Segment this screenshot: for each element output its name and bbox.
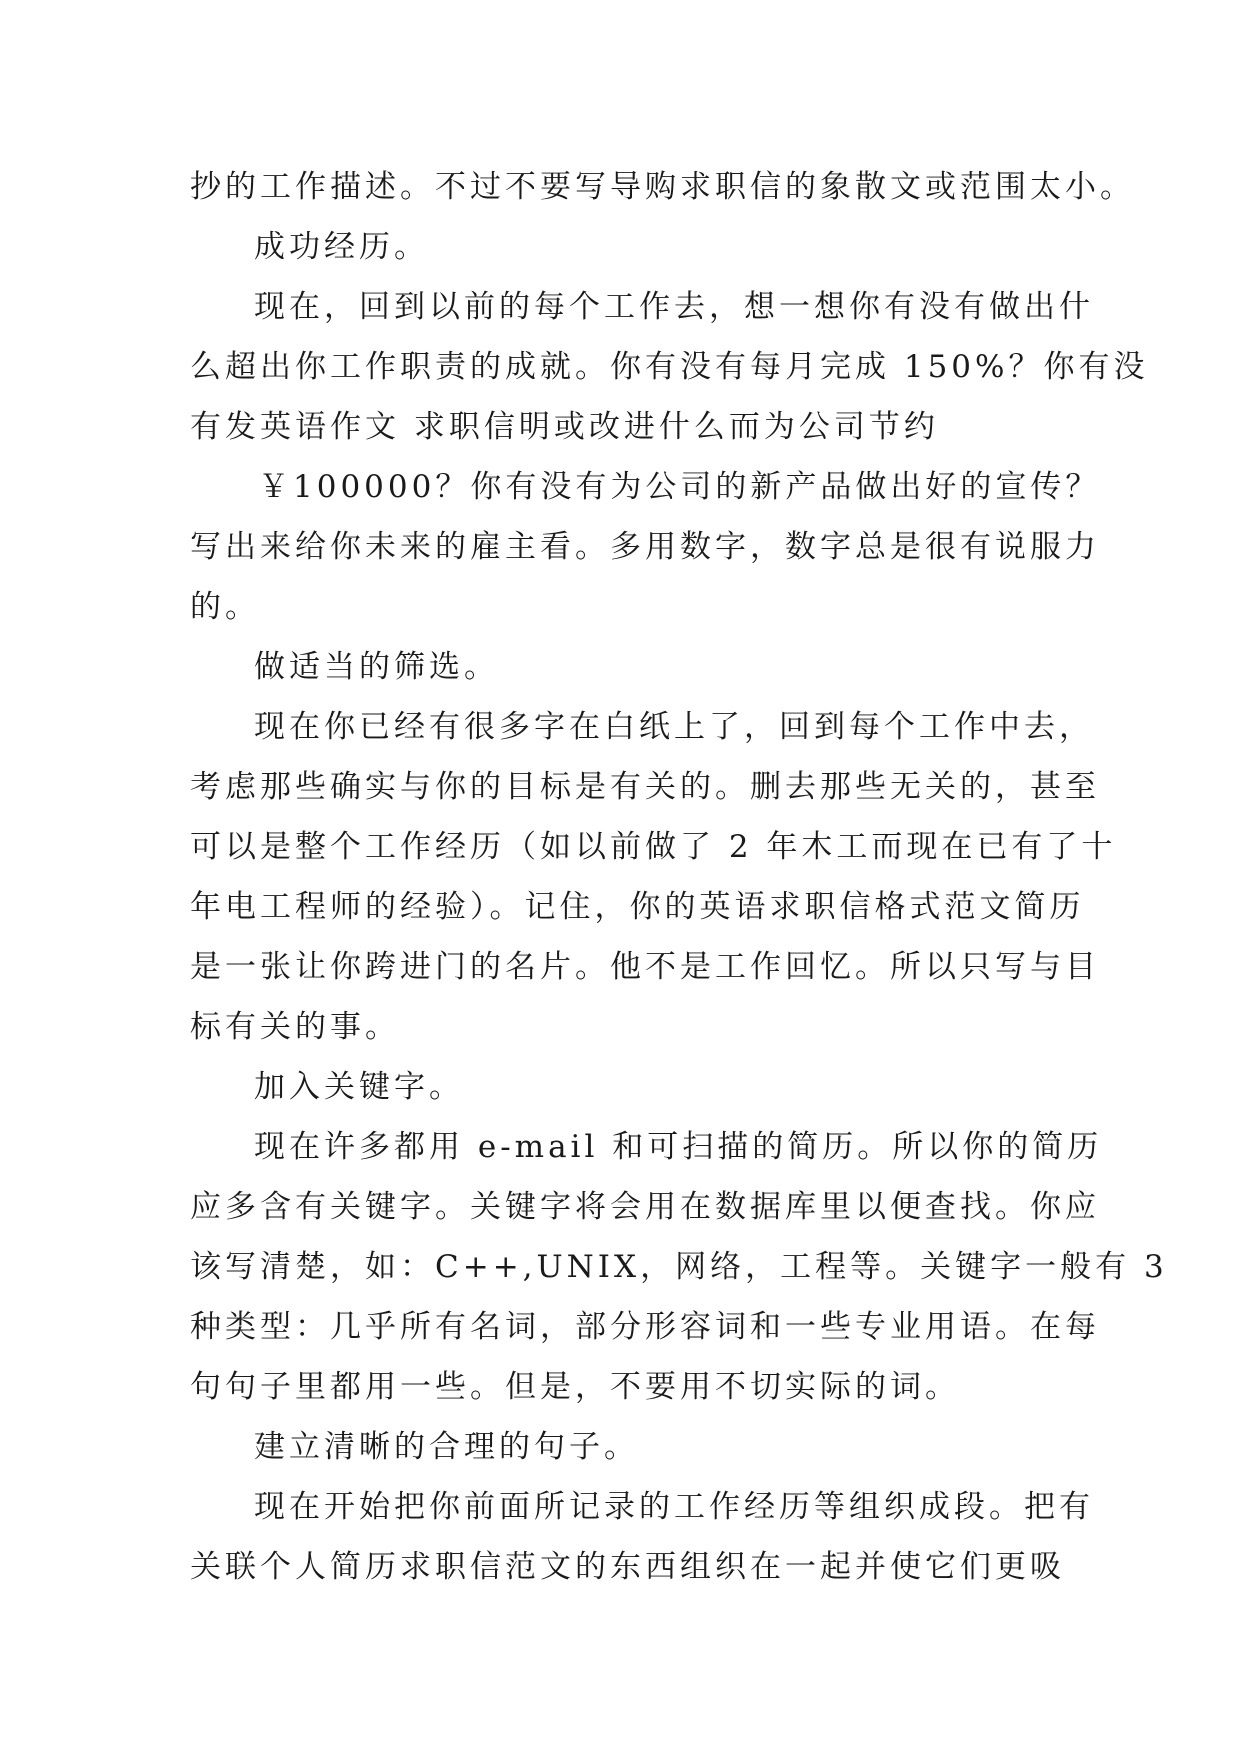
paragraph-line: ￥100000？你有没有为公司的新产品做出好的宣传？ <box>258 469 1101 505</box>
paragraph-line: 现在，回到以前的每个工作去，想一想你有没有做出什 <box>254 289 1094 325</box>
paragraph-line: 关联个人简历求职信范文的东西组织在一起并使它们更吸 <box>190 1549 1065 1585</box>
paragraph-line: 么超出你工作职责的成就。你有没有每月完成 150%？你有没 <box>190 349 1149 385</box>
paragraph-line: 应多含有关键字。关键字将会用在数据库里以便查找。你应 <box>190 1189 1100 1225</box>
paragraph-line: 标有关的事。 <box>190 1009 400 1045</box>
section-heading-keywords: 加入关键字。 <box>254 1069 464 1105</box>
section-heading-filter: 做适当的筛选。 <box>254 649 499 685</box>
paragraph-line: 可以是整个工作经历（如以前做了 2 年木工而现在已有了十 <box>190 829 1117 865</box>
paragraph-line: 现在许多都用 e-mail 和可扫描的简历。所以你的简历 <box>254 1129 1103 1165</box>
section-heading-success: 成功经历。 <box>254 229 429 265</box>
paragraph-line: 现在开始把你前面所记录的工作经历等组织成段。把有 <box>254 1489 1094 1525</box>
paragraph-line: 的。 <box>190 589 260 625</box>
paragraph-line: 写出来给你未来的雇主看。多用数字，数字总是很有说服力 <box>190 529 1100 565</box>
paragraph-line: 该写清楚，如：C++,UNIX，网络，工程等。关键字一般有 3 <box>190 1249 1168 1285</box>
paragraph-line: 句句子里都用一些。但是，不要用不切实际的词。 <box>190 1369 960 1405</box>
section-heading-sentences: 建立清晰的合理的句子。 <box>254 1429 639 1465</box>
paragraph-line: 是一张让你跨进门的名片。他不是工作回忆。所以只写与目 <box>190 949 1100 985</box>
paragraph-line: 年电工程师的经验）。记住，你的英语求职信格式范文简历 <box>190 889 1085 925</box>
paragraph-line: 考虑那些确实与你的目标是有关的。删去那些无关的，甚至 <box>190 769 1100 805</box>
paragraph-line: 有发英语作文 求职信明或改进什么而为公司节约 <box>190 409 939 445</box>
paragraph-line: 抄的工作描述。不过不要写导购求职信的象散文或范围太小。 <box>190 169 1135 205</box>
paragraph-line: 现在你已经有很多字在白纸上了，回到每个工作中去， <box>254 709 1094 745</box>
paragraph-line: 种类型：几乎所有名词，部分形容词和一些专业用语。在每 <box>190 1309 1100 1345</box>
